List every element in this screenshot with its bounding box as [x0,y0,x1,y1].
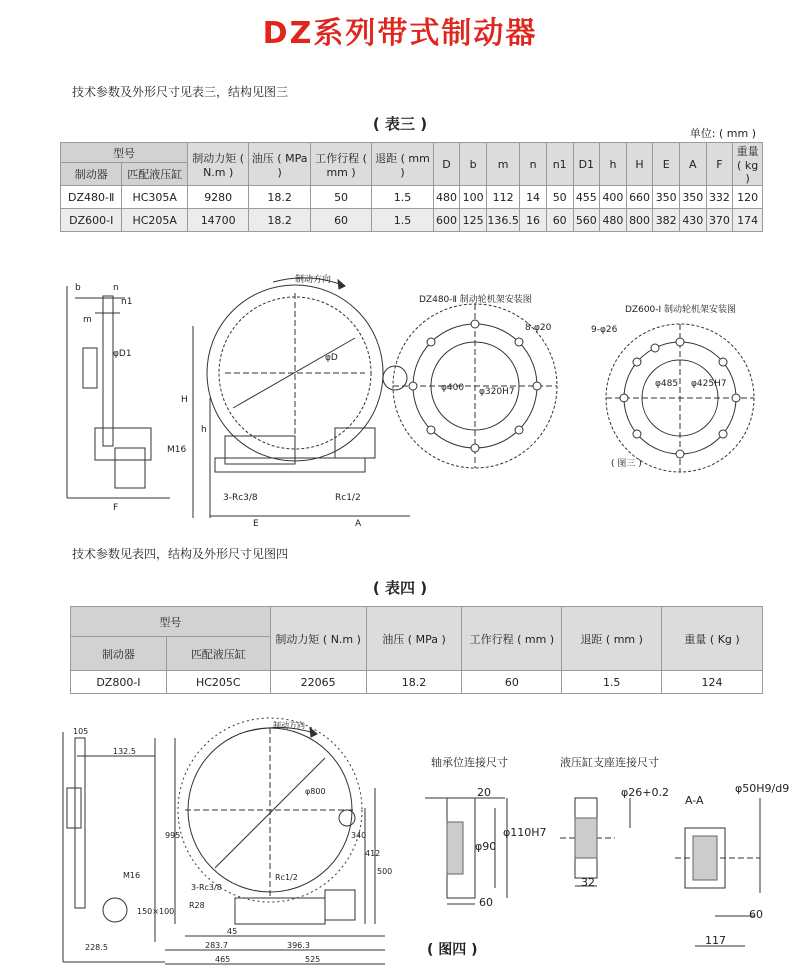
dim-label: 60 [479,896,493,909]
sub-header: 匹配液压缸 [122,163,188,186]
dim-label: 3-Rc3/8 [191,883,222,892]
table-cell: 60 [546,209,573,232]
table-cell: HC305A [122,186,188,209]
table-cell: 22065 [270,671,366,694]
table-cell: 50 [310,186,371,209]
table-cell: 18.2 [249,186,310,209]
side-view-band [103,296,113,446]
table-cell: 125 [460,209,487,232]
col-header: 重量 ( Kg ) [662,607,763,671]
table-cell: 9280 [187,186,248,209]
side-view-pivot [103,898,127,922]
table-cell: 560 [573,209,600,232]
table-cell: 120 [733,186,763,209]
table-cell: 480 [600,209,627,232]
table4-caption: ( 表四 ) [372,579,428,597]
dim-label: 412 [365,849,381,858]
table-cell: 174 [733,209,763,232]
dim-label: 396.3 [287,941,310,950]
dim-label: F [113,503,119,513]
dim-label: φD1 [113,349,132,359]
dim-label: m [83,315,92,325]
dim-label: b [75,283,81,293]
spec-table-3 [60,142,763,232]
page-title: DZ系列带式制动器 [262,16,538,51]
dim-label: 60 [749,908,763,921]
dim-label: 105 [73,727,89,736]
direction-label: 制动方向 [273,721,305,730]
table-cell: 124 [662,671,763,694]
figure-4-drawing [55,718,790,973]
table-cell: 430 [680,209,707,232]
lever-arm [335,428,375,458]
table-cell: 18.2 [249,209,310,232]
col-header: b [460,143,487,186]
dim-label: n1 [121,297,133,307]
col-header: h [600,143,627,186]
dim-label: φ400 [441,383,465,393]
table-cell: DZ800-Ⅰ [71,671,167,694]
lever-arm [325,890,355,920]
dim-label: 283.7 [205,941,228,950]
side-view-bolt [67,788,81,828]
dim-label: 8-φ20 [525,323,552,333]
dim-label: E [253,519,259,529]
table-cell: DZ600-Ⅰ [61,209,122,232]
figure-3-caption: ( 图三 ) [611,459,642,469]
col-header: 油压 ( MPa ) [366,607,462,671]
table-cell: 382 [653,209,680,232]
col-header: 油压 ( MPa ) [249,143,310,186]
table-cell: 112 [486,186,519,209]
spec-table-4 [70,606,763,694]
col-header: D1 [573,143,600,186]
sub-header: 匹配液压缸 [166,637,270,671]
col-header: A [680,143,707,186]
cylinder-detail-label: 液压缸支座连接尺寸 [560,756,659,769]
side-view-band [75,738,85,908]
dim-label: φ26+0.2 [621,786,669,799]
table-cell: 16 [520,209,547,232]
dim-label: A [355,519,362,529]
dim-label: φ90 [475,840,497,853]
table-cell: 332 [706,186,733,209]
dim-label: φ50H9/d9 [735,782,790,795]
dim-label: H [181,395,188,405]
table-cell: 60 [310,209,371,232]
table-cell: 660 [626,186,653,209]
table-cell: 400 [600,186,627,209]
dim-label: 3-Rc3/8 [223,493,258,503]
table-cell: HC205C [166,671,270,694]
dim-label: R28 [189,901,205,910]
dim-label: Rc1/2 [335,493,361,503]
pivot-joint [339,810,355,826]
col-header: n [520,143,547,186]
dim-label: 228.5 [85,943,108,952]
table-cell: 50 [546,186,573,209]
table-cell: HC205A [122,209,188,232]
dim-label: n [113,283,119,293]
dim-label: 340 [351,831,367,840]
dim-label: 995 [165,831,181,840]
sub-header: 制动器 [61,163,122,186]
dim-label: h [201,425,207,435]
table-cell: 350 [680,186,707,209]
figure-4-caption: ( 图四 ) [427,942,478,958]
table-cell: 18.2 [366,671,462,694]
table-cell: 480 [433,186,460,209]
side-view-bolt [83,348,97,388]
table-cell: 60 [462,671,562,694]
model-group-header: 型号 [61,143,188,163]
col-header: D [433,143,460,186]
sub-header: 制动器 [71,637,167,671]
bearing-detail-label: 轴承位连接尺寸 [431,756,508,769]
table-cell: 1.5 [562,671,662,694]
dim-label: 32 [581,876,595,889]
table3-caption: ( 表三 ) [372,115,428,133]
figure-3-drawing [55,268,775,530]
table-cell: 600 [433,209,460,232]
direction-label: 制动方向 [295,275,332,285]
col-header: H [626,143,653,186]
col-header: 工作行程 ( mm ) [310,143,371,186]
table-cell: 1.5 [372,186,433,209]
col-header: E [653,143,680,186]
table-cell: 800 [626,209,653,232]
table3-unit: 单位: ( mm ) [689,127,756,140]
dim-label: 20 [477,786,491,799]
table-cell: 350 [653,186,680,209]
dim-label: φ425H7 [691,379,727,389]
pattern-600-label: DZ600-Ⅰ 制动轮机架安装图 [625,305,737,315]
dim-label: Rc1/2 [275,873,298,882]
col-header: 退距 ( mm ) [562,607,662,671]
intro-text-table4: 技术参数见表四，结构及外形尺寸见图四 [72,547,289,561]
table-cell: 455 [573,186,600,209]
dim-label: 9-φ26 [591,325,618,335]
intro-text-table3: 技术参数及外形尺寸见表三，结构见图三 [72,85,289,99]
dim-label: φ800 [305,787,326,796]
hydraulic-cylinder [235,898,325,924]
col-header: 退距 ( mm ) [372,143,433,186]
table-cell: 136.5 [486,209,519,232]
model-group-header: 型号 [71,607,271,637]
dim-label: 117 [705,934,726,947]
table-cell: 14 [520,186,547,209]
dim-label: 45 [227,927,238,936]
table-cell: 100 [460,186,487,209]
pattern-480-label: DZ480-Ⅱ 制动轮机架安装图 [419,295,532,305]
section-label: A-A [685,794,704,807]
col-header: 工作行程 ( mm ) [462,607,562,671]
table-cell: 370 [706,209,733,232]
dim-label: 525 [305,955,321,964]
col-header: 重量 ( kg ) [733,143,763,186]
dim-label: φ320H7 [479,387,515,397]
table-cell: 14700 [187,209,248,232]
col-header: m [486,143,519,186]
dim-label: φ485 [655,379,679,389]
dim-label: 465 [215,955,231,964]
table-cell: DZ480-Ⅱ [61,186,122,209]
frame-base [215,458,365,472]
dim-label: φ110H7 [503,826,547,839]
col-header: 制动力矩 ( N.m ) [270,607,366,671]
table-cell: 1.5 [372,209,433,232]
dim-label: 150×100 [137,907,175,916]
dim-label: 500 [377,867,393,876]
dim-label: M16 [123,871,141,880]
dim-label: φD [325,353,338,363]
dim-label: M16 [167,445,187,455]
side-view-base [115,448,145,488]
dim-label: 132.5 [113,747,136,756]
col-header: n1 [546,143,573,186]
col-header: 制动力矩 ( N.m ) [187,143,248,186]
col-header: F [706,143,733,186]
